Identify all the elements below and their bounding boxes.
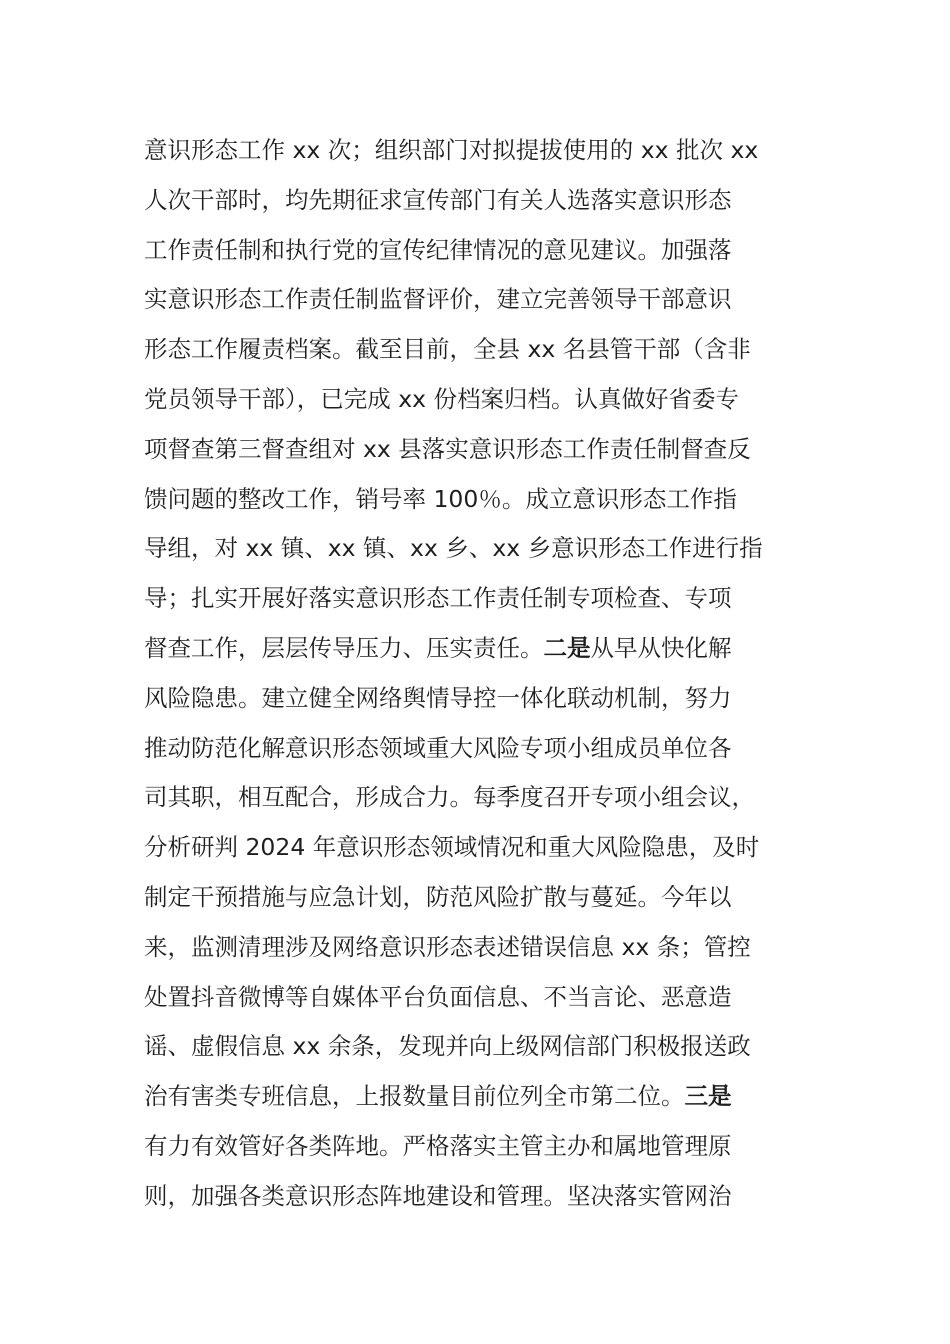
text-line	[144, 1172, 824, 1222]
text-line	[144, 375, 824, 425]
text-segment: 司其职，相互配合，形成合力。每季度召开专项小组会议，	[144, 783, 755, 812]
text-segment: 馈问题的整改工作，销号率 100％。成立意识形态工作指	[144, 484, 737, 513]
text-segment: 党员领导干部），已完成 xx 份档案归档。认真做好省委专	[144, 384, 740, 413]
bold-marker: 二是	[543, 633, 591, 662]
text-segment: 项督查第三督查组对 xx 县落实意识形态工作责任制督查反	[144, 434, 751, 463]
text-line	[144, 1072, 824, 1122]
text-segment: 谣、虚假信息 xx 余条，发现并向上级网信部门积极报送政	[144, 1032, 751, 1061]
text-line	[144, 1122, 824, 1172]
text-line	[144, 923, 824, 973]
text-line	[144, 973, 824, 1023]
text-segment: 工作责任制和执行党的宣传纪律情况的意见建议。加强落	[144, 235, 732, 264]
text-line	[144, 126, 824, 176]
text-segment: 人次干部时，均先期征求宣传部门有关人选落实意识形态	[144, 185, 732, 214]
text-segment: 有力有效管好各类阵地。严格落实主管主办和属地管理原	[144, 1131, 732, 1160]
text-line	[144, 524, 824, 574]
text-segment: 意识形态工作 xx 次；组织部门对拟提拔使用的 xx 批次 xx	[144, 136, 759, 164]
text-line	[144, 724, 824, 774]
text-line	[144, 674, 824, 724]
text-segment: 形态工作履责档案。截至目前，全县 xx 名县管干部（含非	[144, 335, 751, 364]
text-segment: 风险隐患。建立健全网络舆情导控一体化联动机制，努力	[144, 683, 732, 712]
text-segment: 治有害类专班信息，上报数量目前位列全市第二位。	[144, 1082, 685, 1111]
text-line	[144, 275, 824, 325]
text-line	[144, 823, 824, 873]
text-segment: 制定干预措施与应急计划，防范风险扩散与蔓延。今年以	[144, 882, 732, 911]
text-line	[144, 1022, 824, 1072]
text-segment: 分析研判 2024 年意识形态领域情况和重大风险隐患，及时	[144, 833, 760, 862]
body-text	[144, 126, 824, 1222]
text-segment: 则，加强各类意识形态阵地建设和管理。坚决落实管网治	[144, 1181, 732, 1210]
bold-marker: 三是	[684, 1082, 732, 1111]
text-line	[144, 624, 824, 674]
text-segment: 督查工作，层层传导压力、压实责任。	[144, 633, 544, 662]
text-line	[144, 773, 824, 823]
text-segment: 导；扎实开展好落实意识形态工作责任制专项检查、专项	[144, 584, 732, 613]
text-segment: 导组，对 xx 镇、xx 镇、xx 乡、xx 乡意识形态工作进行指	[144, 534, 763, 563]
text-line	[144, 475, 824, 525]
text-line	[144, 574, 824, 624]
text-line	[144, 176, 824, 226]
text-line	[144, 226, 824, 276]
text-line	[144, 425, 824, 475]
text-segment: 实意识形态工作责任制监督评价，建立完善领导干部意识	[144, 285, 732, 314]
text-line	[144, 873, 824, 923]
text-segment: 处置抖音微博等自媒体平台负面信息、不当言论、恶意造	[144, 982, 732, 1011]
text-segment: 来，监测清理涉及网络意识形态表述错误信息 xx 条；管控	[144, 932, 751, 961]
text-line	[144, 325, 824, 375]
text-segment: 推动防范化解意识形态领域重大风险专项小组成员单位各	[144, 733, 732, 762]
text-segment: 从早从快化解	[590, 633, 732, 662]
